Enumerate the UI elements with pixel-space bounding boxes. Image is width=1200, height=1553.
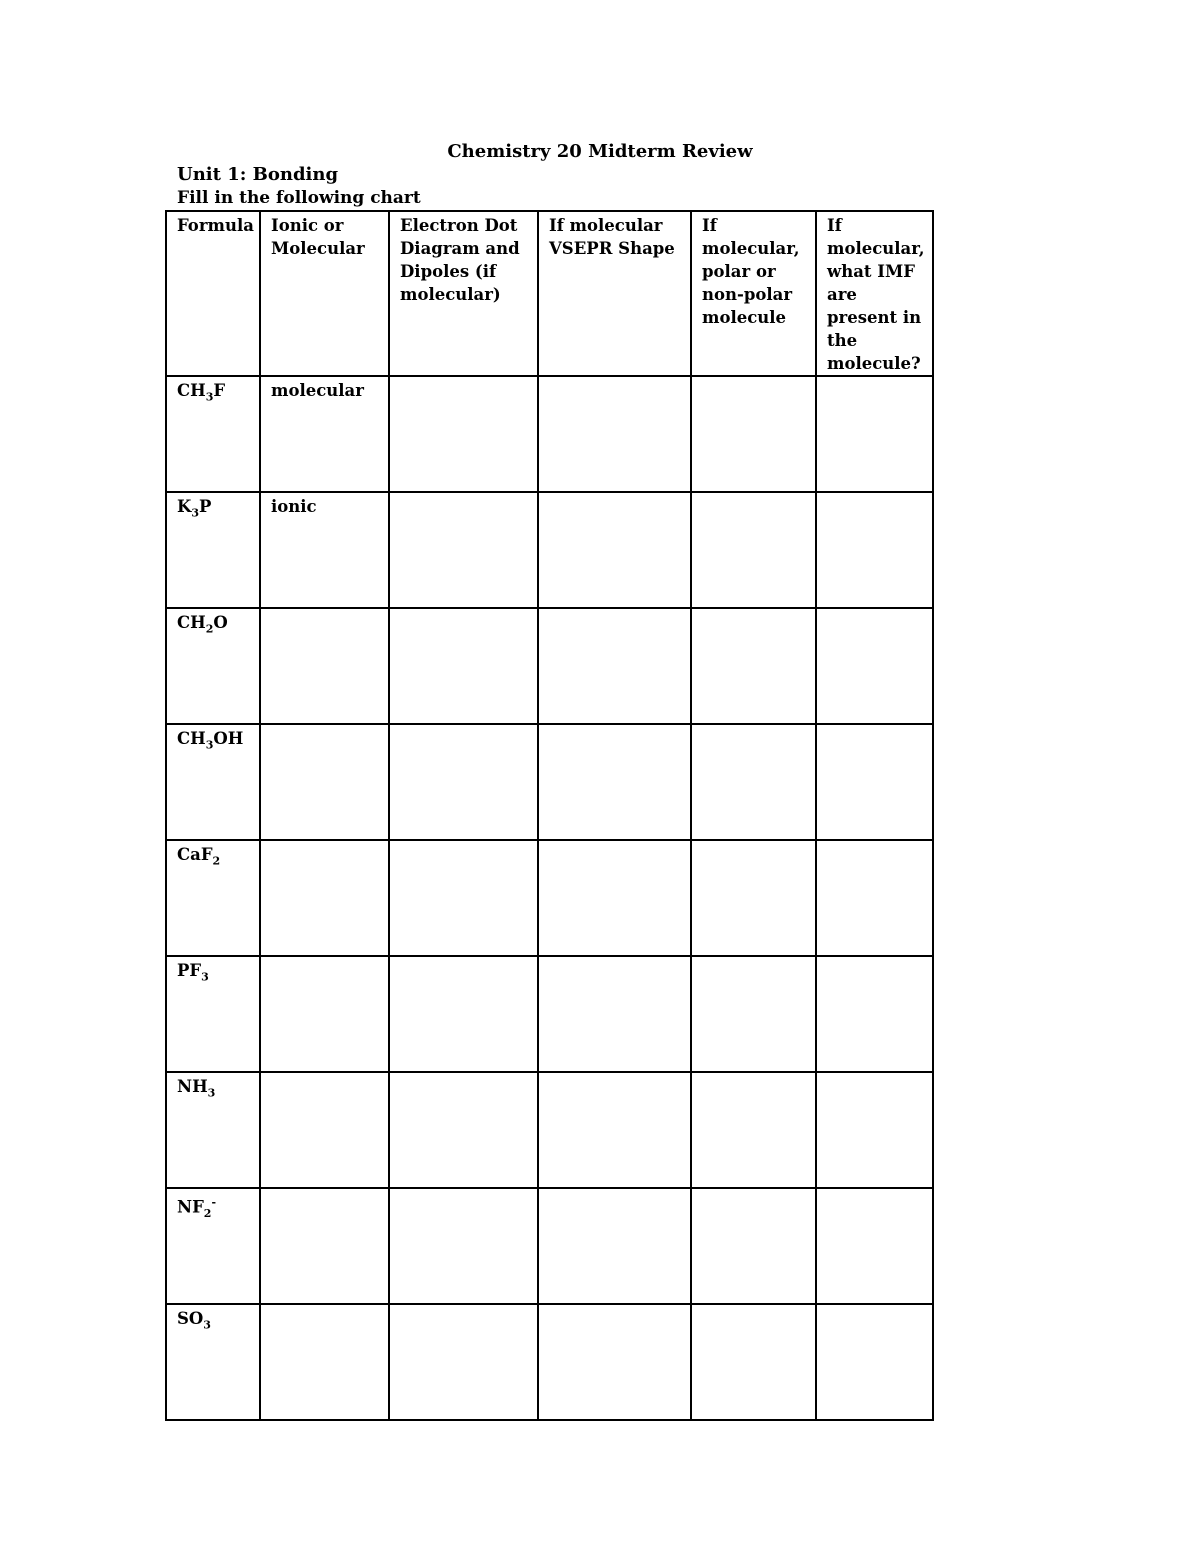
vsepr-shape-cell[interactable] (538, 724, 691, 840)
formula-rest: P (199, 497, 212, 516)
bond-type-cell[interactable]: ionic (260, 492, 389, 608)
header-polarity: If molecular, polar or non-polar molecule (691, 211, 816, 376)
electron-dot-cell[interactable] (389, 1072, 538, 1188)
bond-type-cell[interactable] (260, 956, 389, 1072)
formula-sub: 3 (201, 970, 209, 984)
formula-base: K (177, 497, 192, 516)
polarity-cell[interactable] (691, 1304, 816, 1420)
polarity-cell[interactable] (691, 1072, 816, 1188)
table-row (166, 608, 933, 724)
bond-type-cell[interactable] (260, 1304, 389, 1420)
vsepr-shape-cell[interactable] (538, 840, 691, 956)
formula-sub: 3 (205, 738, 214, 752)
formula-cell (166, 608, 260, 724)
instruction-text: Fill in the following chart (177, 188, 421, 208)
formula-sub: 2 (212, 854, 221, 868)
electron-dot-cell[interactable] (389, 956, 538, 1072)
bond-type-cell[interactable] (260, 840, 389, 956)
formula-cell (166, 1188, 260, 1304)
formula-sub: 3 (207, 1086, 216, 1100)
imf-cell[interactable] (816, 608, 933, 724)
vsepr-shape-cell[interactable] (538, 492, 691, 608)
formula-sub: 3 (191, 506, 199, 520)
formula-base: CaF (177, 845, 213, 864)
polarity-cell[interactable] (691, 956, 816, 1072)
polarity-cell[interactable] (691, 608, 816, 724)
table-row (166, 492, 933, 608)
bond-type-cell[interactable]: molecular (260, 376, 389, 492)
vsepr-shape-cell[interactable] (538, 1304, 691, 1420)
table-row (166, 724, 933, 840)
polarity-cell[interactable] (691, 1188, 816, 1304)
formula-cell (166, 840, 260, 956)
bond-type-cell[interactable] (260, 1072, 389, 1188)
header-row (166, 211, 933, 376)
formula-base: NF (177, 1197, 204, 1217)
formula-base: NH (177, 1077, 208, 1096)
electron-dot-cell[interactable] (389, 376, 538, 492)
electron-dot-cell[interactable] (389, 840, 538, 956)
polarity-cell[interactable] (691, 840, 816, 956)
header-formula: Formula (166, 211, 260, 376)
table-row (166, 376, 933, 492)
formula-cell (166, 1072, 260, 1188)
polarity-cell[interactable] (691, 492, 816, 608)
formula-base: CH (177, 381, 206, 400)
vsepr-shape-cell[interactable] (538, 376, 691, 492)
header-imf: If molecular, what IMF are present in the molecule? (816, 211, 933, 376)
formula-sub: 3 (203, 1318, 211, 1332)
header-electron-dot-diagram: Electron Dot Diagram and Dipoles (if molecular) (389, 211, 538, 376)
formula-sub: 2 (203, 1206, 212, 1220)
table-row (166, 1072, 933, 1188)
unit-heading: Unit 1: Bonding (177, 164, 339, 185)
formula-sup: - (211, 1196, 217, 1209)
table-row (166, 956, 933, 1072)
vsepr-shape-cell[interactable] (538, 1188, 691, 1304)
formula-rest: O (213, 613, 228, 632)
document-title: Chemistry 20 Midterm Review (447, 141, 753, 162)
formula-rest: OH (213, 729, 244, 748)
electron-dot-cell[interactable] (389, 608, 538, 724)
electron-dot-cell[interactable] (389, 1188, 538, 1304)
formula-cell (166, 724, 260, 840)
formula-sub: 3 (205, 390, 214, 404)
vsepr-shape-cell[interactable] (538, 608, 691, 724)
formula-rest: F (213, 381, 226, 400)
formula-base: CH (177, 729, 206, 748)
electron-dot-cell[interactable] (389, 1304, 538, 1420)
header-ionic-or-molecular: Ionic or Molecular (260, 211, 389, 376)
formula-base: CH (177, 613, 206, 632)
imf-cell[interactable] (816, 1188, 933, 1304)
formula-cell (166, 376, 260, 492)
formula-cell (166, 492, 260, 608)
imf-cell[interactable] (816, 956, 933, 1072)
table-row (166, 840, 933, 956)
header-vsepr-shape: If molecular VSEPR Shape (538, 211, 691, 376)
table-row (166, 1188, 933, 1304)
bond-type-cell[interactable] (260, 1188, 389, 1304)
imf-cell[interactable] (816, 1072, 933, 1188)
electron-dot-cell[interactable] (389, 724, 538, 840)
bonding-chart (165, 210, 934, 1421)
vsepr-shape-cell[interactable] (538, 956, 691, 1072)
formula-base: PF (177, 961, 202, 980)
vsepr-shape-cell[interactable] (538, 1072, 691, 1188)
polarity-cell[interactable] (691, 724, 816, 840)
imf-cell[interactable] (816, 492, 933, 608)
bond-type-cell[interactable] (260, 608, 389, 724)
bond-type-cell[interactable] (260, 724, 389, 840)
imf-cell[interactable] (816, 840, 933, 956)
imf-cell[interactable] (816, 724, 933, 840)
formula-cell (166, 956, 260, 1072)
formula-sub: 2 (205, 622, 214, 636)
imf-cell[interactable] (816, 376, 933, 492)
imf-cell[interactable] (816, 1304, 933, 1420)
formula-base: SO (177, 1309, 204, 1328)
polarity-cell[interactable] (691, 376, 816, 492)
electron-dot-cell[interactable] (389, 492, 538, 608)
table-row (166, 1304, 933, 1420)
formula-cell (166, 1304, 260, 1420)
